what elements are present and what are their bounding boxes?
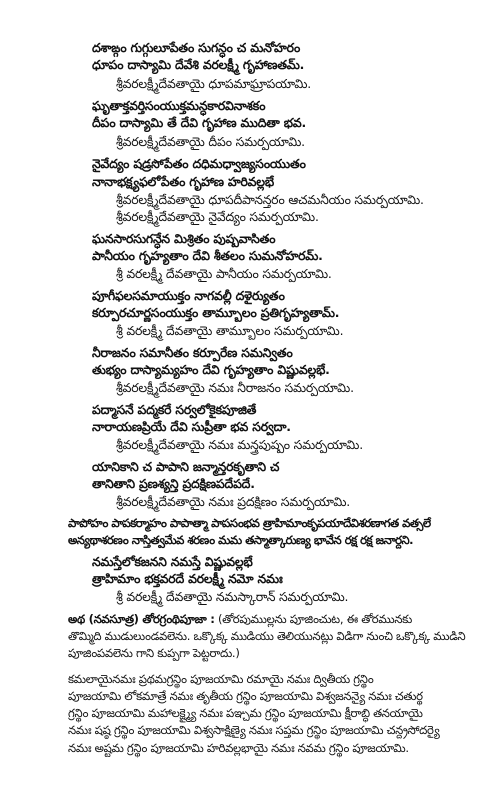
verse-line: త్రాహిమాం భక్తవరదే వరలక్ష్మీ నమో నమః <box>92 571 283 587</box>
instruction-line: తొమ్మిది ముడులుండవలెను. ఒక్కొక్క ముడియు తెలియునట్లు విడిగా నుంచి ఒక్కొక్క ముడిని <box>68 629 466 644</box>
verse-line: దశాఙ్గం గుగ్గులూపేతం సుగన్ధం చ మనోహరం <box>92 40 301 55</box>
verse-line: పద్మాసనే పద్మకరే సర్వలోకైకపూజితే <box>92 402 257 417</box>
verse-line: నానాభక్ష్యఫలోపేతం గృహాణ హరివల్లభే <box>92 173 274 189</box>
puja-line: గ్రన్థిం పూజయామి మహాలక్ష్మ్యై నమః పఞ్చమ గ్రన్థిం పూజయామి క్షీరాబ్ధి తనయాయై <box>68 706 423 721</box>
offering-line: శ్రీవరలక్ష్మీదేవతాయై దీపం సమర్పయామి. <box>116 134 305 150</box>
puja-line: కమలాయైనమః ప్రథమగ్రన్థిం పూజయామి రమాయై నమః ద్వితీయ గ్రన్థిం <box>68 671 374 686</box>
heading-text: (తోరపుముల్లను పూజించుట, ఈ తోరమునకు <box>217 612 412 627</box>
offering-line: శ్రీవరలక్ష్మీదేవతాయై ధూపదీపానన్తరం ఆచమనీయం సమర్పయామి. <box>116 192 424 207</box>
verse-line: ధూపం దాస్యామి దేవేశి వరలక్ష్మీ గృహాణతమ్. <box>92 57 305 73</box>
offering-line: శ్రీవరలక్ష్మీదేవతాయై ధూపమాఘ్రాపయామి. <box>116 76 312 92</box>
offering-line: శ్రీవరలక్ష్మీదేవతాయై నమః నీరాజనం సమర్పయామి. <box>116 380 354 396</box>
instruction-line: పూజింపవలెను గాని కుప్పగా పెట్టరాదు.) <box>68 646 240 661</box>
verse-line: పూగీఫలసమాయుక్తం నాగవల్లీ దళైర్యుతం <box>92 288 285 303</box>
verse-line: నారాయణప్రియే దేవి సుప్రీతా భవ సర్వదా. <box>92 419 291 435</box>
puja-line: నమః అష్టమ గ్రన్థిం పూజయామి హరివల్లభాయై నమః నవమ గ్రన్థిం పూజయామి. <box>68 740 409 755</box>
verse-line: ఘనసారసుగన్ధేన మిశ్రితం పుష్పవాసితం <box>92 231 276 246</box>
verse-line: నమస్తేలోకజనని నమస్తే విష్ణువల్లభే <box>92 554 253 569</box>
verse-line: యానికాని చ పాపాని జన్మాన్తరకృతాని చ <box>92 459 280 474</box>
puja-line: పూజయామి లోకమాత్రే నమః తృతీయ గ్రన్థిం పూజయామి విశ్వజనన్యై నమః చతుర్థ <box>68 689 423 703</box>
verse-line: దీపం దాస్యామి తే దేవి గృహాణ ముదితా భవ. <box>92 115 306 131</box>
offering-line: శ్రీ వరలక్ష్మీ దేవతాయై తామ్బూలం సమర్పయామి. <box>116 323 344 339</box>
puja-line: నమః షష్ఠ గ్రన్థిం పూజయామి విశ్వసాక్షిణ్యై నమః సప్తమ గ్రన్థిం పూజయామి చన్ద్రసోదర్యై <box>68 723 440 738</box>
verse-line: ఘృతాక్తవర్తిసంయుక్తమన్ధకారవినాశకం <box>92 97 266 113</box>
verse-line: పానీయం గృహ్యతాం దేవి శీతలం సుమనోహరమ్. <box>92 248 323 264</box>
offering-line: శ్రీ వరలక్ష్మీ దేవతాయై పానీయం సమర్పయామి. <box>116 266 332 282</box>
verse-line: కర్పూరచూర్ణసంయుక్తం తామ్బూలం ప్రతిగృహ్యతామ్. <box>92 305 340 321</box>
offering-line: శ్రీ వరలక్ష్మీ దేవతాయై నమస్కారాన్ సమర్పయామి. <box>116 589 349 605</box>
verse-line: తుభ్యం దాస్యామ్యహం దేవి గృహ్యతాం విష్ణువల్లభే. <box>92 362 330 378</box>
section-heading <box>68 611 412 627</box>
verse-line-wide: అన్యథాశరణం నాస్తిత్వమేవ శరణం మమ తస్మాత్కారుణ్య భావేన రక్ష రక్ష జనార్దని. <box>68 533 414 548</box>
verse-line: తానితాని ప్రణశ్యన్తి ప్రదక్షిణపదేపదే. <box>92 476 255 492</box>
offering-line: శ్రీవరలక్ష్మీదేవతాయై నమః ప్రదక్షిణం సమర్పయామి. <box>116 494 351 510</box>
offering-line: శ్రీవరలక్ష్మీదేవతాయై నైవేద్యం సమర్పయామి. <box>116 209 319 225</box>
verse-line: నైవేద్యం షడ్రసోపేతం దధిమధ్వాజ్యసంయుతం <box>92 155 306 171</box>
heading-label: అథ (నవసూత్ర) తోరగ్రంథిపూజా : <box>68 612 215 627</box>
offering-line: శ్రీవరలక్ష్మీదేవతాయై నమః మన్త్రపుష్పం సమర్పయామి. <box>116 437 363 453</box>
verse-line-wide: పాపోహం పాపకర్మాహం పాపాత్మా పాపసంభవ త్రాహిమాంకృపయాదేవిశరణాగత వత్సలే <box>68 516 431 531</box>
verse-line: నీరాజనం సమానీతం కర్పూరేణ సమన్వితం <box>92 345 293 360</box>
